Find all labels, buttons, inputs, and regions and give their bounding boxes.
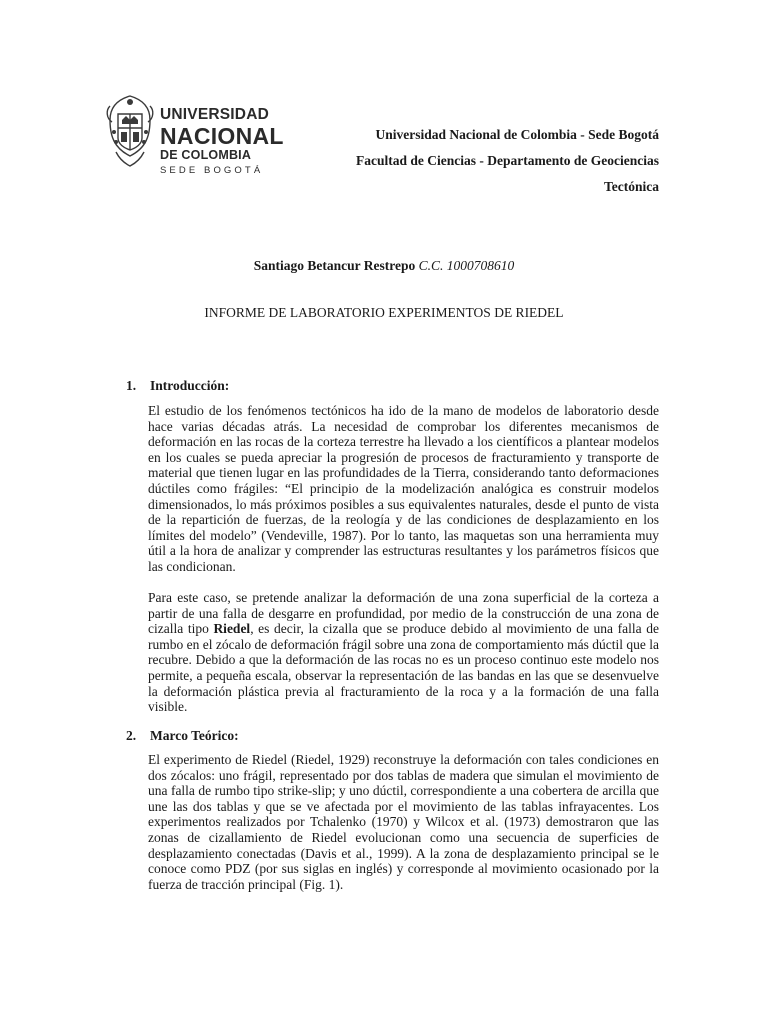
logo-nacional: NACIONAL [160, 123, 284, 149]
intro-paragraph-2 [148, 590, 659, 715]
intro-p2-text-a: Para este caso, se pretende analizar la deformación de una zona superficial de la corteza a partir de una falla de desgarre en profundidad, por medio de la construcción de una zona de cizalla tipo [148, 590, 659, 637]
section-heading-introduccion [126, 377, 229, 395]
section-number: 2. [126, 728, 137, 743]
institution-name: Universidad Nacional de Colombia - Sede Bogotá [375, 127, 659, 142]
logo-universidad: UNIVERSIDAD [160, 106, 269, 123]
section-title: Marco Teórico: [150, 728, 239, 743]
section-number: 1. [126, 378, 137, 393]
faculty-name: Facultad de Ciencias - Departamento de Geociencias [356, 153, 659, 168]
marco-teorico-paragraph-1: El experimento de Riedel (Riedel, 1929) reconstruye la deformación con tales condiciones en dos zócalos: uno frágil, representado por dos tablas de madera que simulan el movimiento de una falla de rumbo tipo strike-slip; y uno dúctil, correspondiente a una cobertera de arcilla que une las dos tablas y que se ve afectada por el movimiento de las tablas infrayacentes. Los experimentos realizados por Tchalenko (1970) y Wilcox et al. (1973) demostraron que las zonas de cizallamiento de Riedel evolucionan como una secuencia de superficies de desplazamiento conectadas (Davis et al., 1999). A la zona de desplazamiento principal se le conoce como PDZ (por sus siglas en inglés) y corresponde al movimiento ocasionado por la fuerza de tracción principal (Fig. 1). [148, 752, 659, 892]
logo-sede-bogota: SEDE BOGOTÁ [160, 165, 264, 176]
section-heading-marco-teorico [126, 727, 239, 745]
riedel-bold-term: Riedel [213, 621, 251, 637]
university-logo [104, 92, 286, 176]
university-seal-icon [104, 92, 156, 172]
logo-de-colombia: DE COLOMBIA [160, 148, 252, 162]
intro-p2-text-b: , es decir, la cizalla que se produce debido al movimiento de una falla de rumbo en el zócalo de deformación frágil sobre una zona de comportamiento más dúctil que la recubre. Debido a que la deformación de las rocas no es un proceso continuo este modelo nos permite, a pequeña escala, observar la representación de las bandas en las que se desenvuelve la deformación plástica previa al fracturamiento de la roca y a la formación de una falla visible. [148, 621, 659, 715]
university-logo-text [160, 92, 290, 178]
author-id: C.C. 1000708610 [418, 258, 515, 273]
course-name: Tectónica [604, 179, 659, 194]
author-name: Santiago Betancur Restrepo [253, 258, 416, 273]
institution-header [356, 122, 659, 200]
report-title: INFORME DE LABORATORIO EXPERIMENTOS DE RIEDEL [204, 305, 564, 320]
intro-paragraph-1: El estudio de los fenómenos tectónicos ha ido de la mano de modelos de laboratorio desde hace varias décadas atrás. La necesidad de comprobar los diferentes mecanismos de deformación en las rocas de la corteza terrestre ha llevado a los científicos a plantear modelos en los cuales se pueda apreciar la progresión de procesos de fracturamiento y transporte de material que tienen lugar en las profundidades de la Tierra, considerando tanto deformaciones dúctiles como frágiles: “El principio de la modelización analógica es construir modelos dimensionados, lo más próximos posibles a sus equivalentes naturales, desde el punto de vista de la repartición de fuerzas, de la reología y de las condiciones de desplazamiento en los límites del modelo” (Vendeville, 1987). Por lo tanto, las maquetas son una herramienta muy útil a la hora de analizar y comprender las estructuras resultantes y los parámetros físicos que las condicionan. [148, 403, 659, 574]
author-line [0, 257, 768, 275]
section-title: Introducción: [150, 378, 230, 393]
